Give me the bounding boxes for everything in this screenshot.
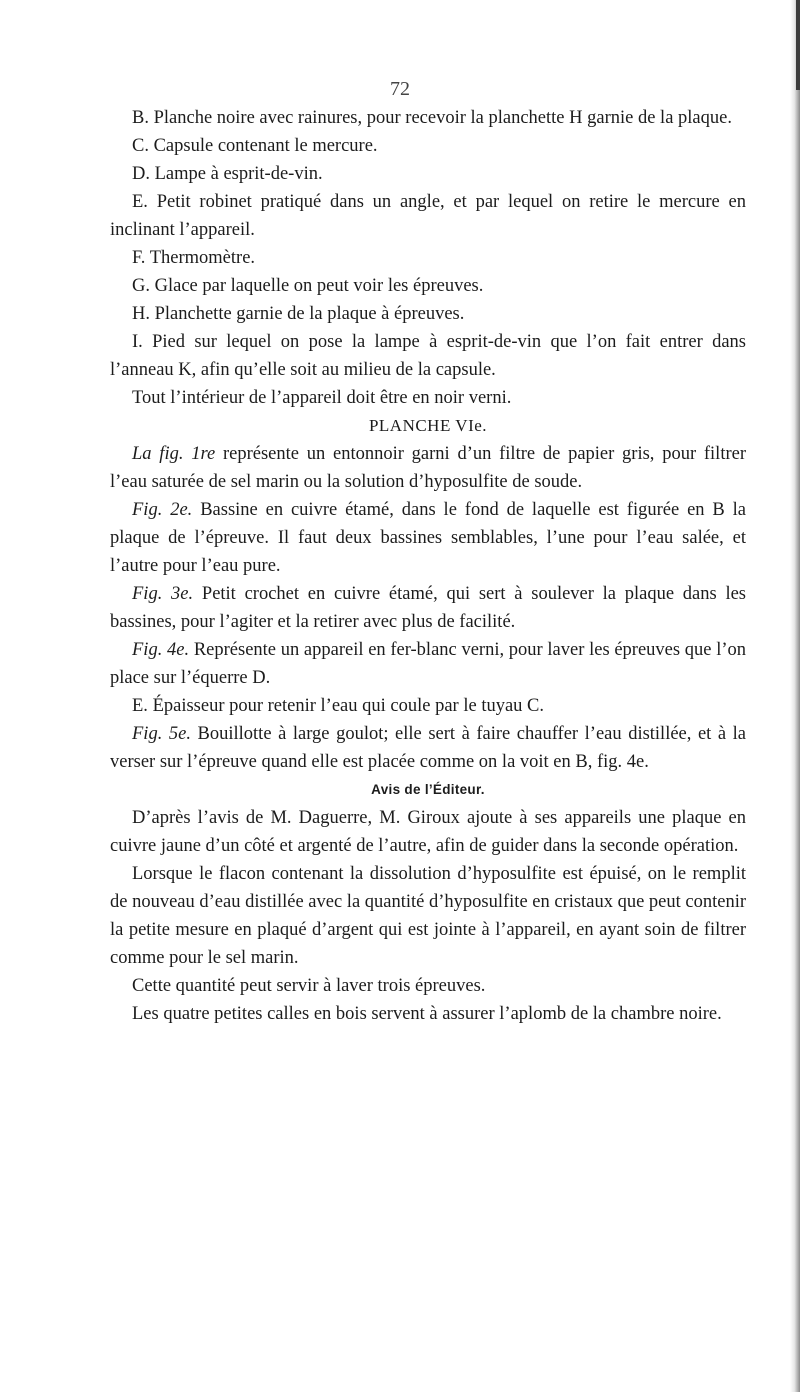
figure-ref: Fig. 5e. xyxy=(132,724,191,744)
legend-text: Petit robinet pratiqué dans un angle, et par lequel on retire le mercure en inclinant l’appareil. xyxy=(110,192,746,240)
legend-text: Glace par laquelle on peut voir les épreuves. xyxy=(154,276,484,296)
legend-text: Lampe à esprit-de-vin. xyxy=(154,164,323,184)
legend-label: D. xyxy=(132,164,150,184)
legend-label: I. xyxy=(132,332,143,352)
page-body xyxy=(110,104,746,1028)
figure-ref: Fig. 3e. xyxy=(132,584,194,604)
legend-item-g xyxy=(110,272,746,300)
editor-paragraph: Cette quantité peut servir à laver trois épreuves. xyxy=(132,976,486,996)
figure-ref: Fig. 2e. xyxy=(132,500,193,520)
legend-text: Pied sur lequel on pose la lampe à esprit-de-vin que l’on fait entrer dans l’anneau K, afin qu’elle soit au milieu de la capsule. xyxy=(110,332,746,380)
legend-item-d xyxy=(110,160,746,188)
figure-4-item-e xyxy=(110,692,746,720)
legend-item-h xyxy=(110,300,746,328)
legend-label: E. xyxy=(132,696,148,716)
plate-heading: PLANCHE VIe. xyxy=(368,416,488,435)
editor-paragraph: Lorsque le flacon contenant la dissolution d’hyposulfite est épuisé, on le remplit de nouveau d’eau distillée avec la quantité d’hyposulfite en cristaux que peut contenir la petite mesure en plaqué d’argent qui est jointe à l’appareil, en ayant soin de filtrer comme pour le sel marin. xyxy=(110,864,746,968)
legend-item-i xyxy=(110,328,746,384)
page-edge-dark xyxy=(796,0,800,90)
editor-heading: Avis de l’Éditeur. xyxy=(371,782,485,797)
page-edge-shadow xyxy=(790,0,800,1392)
legend-label: H. xyxy=(132,304,150,324)
legend-text: Capsule contenant le mercure. xyxy=(153,136,378,156)
legend-label: G. xyxy=(132,276,150,296)
figure-text: représente un entonnoir garni d’un filtre de papier gris, pour filtrer l’eau saturée de sel marin ou la solution d’hyposulfite de soude. xyxy=(110,444,746,492)
figure-ref: La fig. 1re xyxy=(132,444,216,464)
legend-label: C. xyxy=(132,136,149,156)
figure-4-description xyxy=(110,636,746,692)
figure-ref: Fig. 4e. xyxy=(132,640,190,660)
interior-note: Tout l’intérieur de l’appareil doit être en noir verni. xyxy=(132,388,512,408)
legend-text: Thermomètre. xyxy=(149,248,256,268)
legend-item-f xyxy=(110,244,746,272)
legend-text: Planchette garnie de la plaque à épreuves. xyxy=(154,304,465,324)
figure-text: Représente un appareil en fer-blanc verni, pour laver les épreuves que l’on place sur l’équerre D. xyxy=(110,640,747,688)
legend-label: E. xyxy=(132,192,148,212)
editor-paragraph: Les quatre petites calles en bois servent à assurer l’aplomb de la chambre noire. xyxy=(132,1004,722,1024)
figure-text: Bouillotte à large goulot; elle sert à faire chauffer l’eau distillée, et à la verser sur l’épreuve quand elle est placée comme on la voit en B, fig. 4e. xyxy=(110,724,746,772)
legend-text: Planche noire avec rainures, pour recevoir la planchette H garnie de la plaque. xyxy=(153,108,732,128)
legend-item-e xyxy=(110,188,746,244)
legend-item-c xyxy=(110,132,746,160)
legend-text: Épaisseur pour retenir l’eau qui coule par le tuyau C. xyxy=(152,696,545,716)
legend-label: B. xyxy=(132,108,149,128)
figure-2-description xyxy=(110,496,746,580)
figure-1-description xyxy=(110,440,746,496)
legend-label: F. xyxy=(132,248,146,268)
page-number: 72 xyxy=(390,78,410,100)
legend-item-b xyxy=(110,104,746,132)
figure-text: Bassine en cuivre étamé, dans le fond de laquelle est figurée en B la plaque de l’épreuve. Il faut deux bassines semblables, l’une pour l’eau salée, et l’autre pour l’eau pure. xyxy=(110,500,747,576)
figure-5-description xyxy=(110,720,746,776)
editor-paragraph: D’après l’avis de M. Daguerre, M. Giroux ajoute à ses appareils une plaque en cuivre jaune d’un côté et argenté de l’autre, afin de guider dans la seconde opération. xyxy=(110,808,746,856)
figure-text: Petit crochet en cuivre étamé, qui sert à soulever la plaque dans les bassines, pour l’agiter et la retirer avec plus de facilité. xyxy=(110,584,747,632)
figure-3-description xyxy=(110,580,746,636)
